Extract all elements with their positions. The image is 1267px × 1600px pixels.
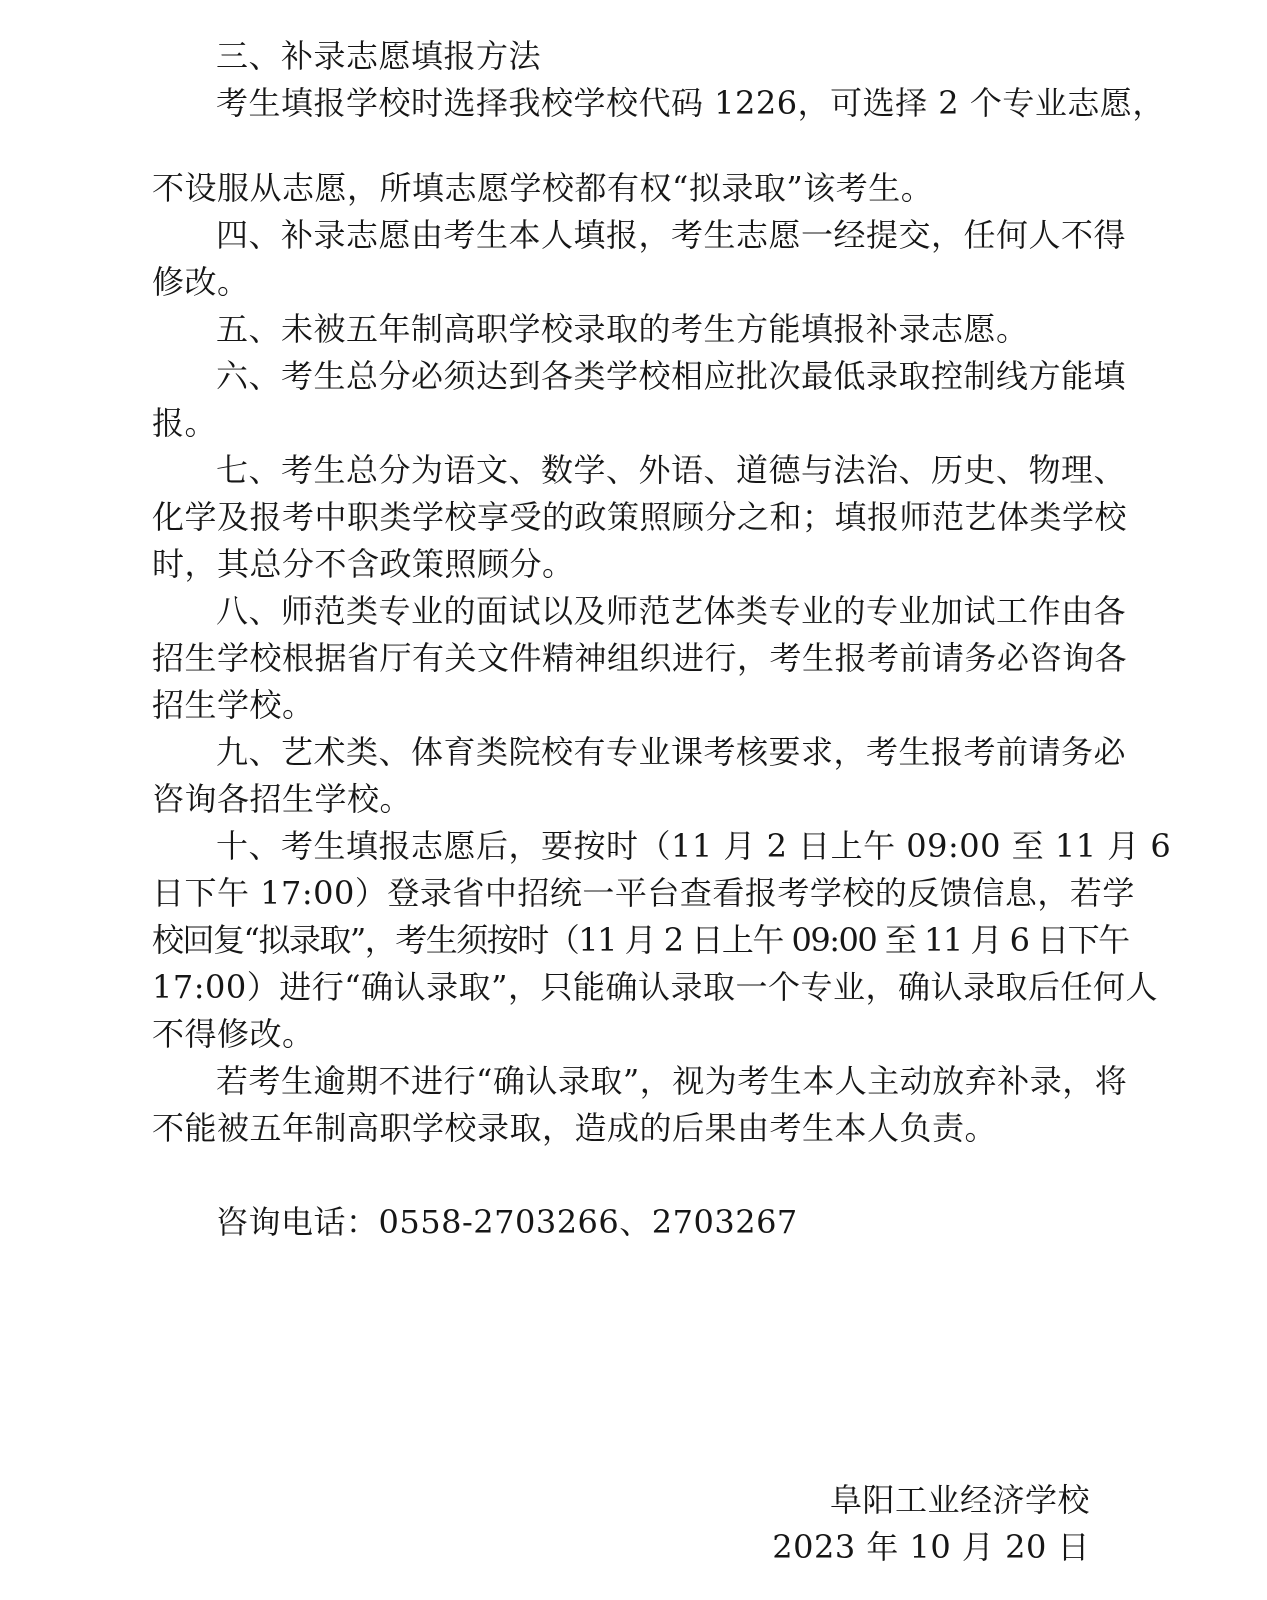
text-line: 17:00）进行“确认录取”，只能确认录取一个专业，确认录取后任何人 [152, 968, 1158, 1006]
text-line: 不得修改。 [152, 1015, 315, 1053]
text-line: 七、考生总分为语文、数学、外语、道德与法治、历史、物理、 [216, 451, 1127, 489]
text-line: 校回复“拟录取”，考生须按时（11 月 2 日上午 09:00 至 11 月 6 日下午 [152, 921, 1129, 959]
text-line: 日下午 17:00）登录省中招统一平台查看报考学校的反馈信息，若学 [152, 874, 1135, 912]
contact-phone-line: 咨询电话：0558-2703266、2703267 [216, 1203, 798, 1241]
text-line: 四、补录志愿由考生本人填报，考生志愿一经提交，任何人不得 [216, 216, 1127, 254]
text-line: 十、考生填报志愿后，要按时（11 月 2 日上午 09:00 至 11 月 6 [216, 827, 1172, 865]
text-line: 报。 [152, 404, 218, 442]
text-line: 九、艺术类、体育类院校有专业课考核要求，考生报考前请务必 [216, 733, 1127, 771]
text-line: 不设服从志愿，所填志愿学校都有权“拟录取”该考生。 [152, 169, 934, 207]
text-line: 五、未被五年制高职学校录取的考生方能填报补录志愿。 [216, 310, 1029, 348]
issuer-name: 阜阳工业经济学校 [829, 1481, 1090, 1519]
text-line: 招生学校根据省厅有关文件精神组织进行，考生报考前请务必咨询各 [152, 639, 1128, 677]
text-line: 不能被五年制高职学校录取，造成的后果由考生本人负责。 [152, 1109, 998, 1147]
text-line: 时，其总分不含政策照顾分。 [152, 545, 575, 583]
text-line: 六、考生总分必须达到各类学校相应批次最低录取控制线方能填 [216, 357, 1127, 395]
section-heading-3: 三、补录志愿填报方法 [216, 37, 542, 75]
text-line: 考生填报学校时选择我校学校代码 1226，可选择 2 个专业志愿， [216, 84, 1165, 122]
text-line: 若考生逾期不进行“确认录取”，视为考生本人主动放弃补录，将 [216, 1062, 1128, 1100]
text-line: 八、师范类专业的面试以及师范艺体类专业的专业加试工作由各 [216, 592, 1127, 630]
text-line: 化学及报考中职类学校享受的政策照顾分之和；填报师范艺体类学校 [152, 498, 1128, 536]
text-line: 招生学校。 [152, 686, 315, 724]
notice-body [152, 33, 1172, 1246]
text-line: 修改。 [152, 263, 250, 301]
text-line: 咨询各招生学校。 [152, 780, 413, 818]
signature-block [152, 1477, 1110, 1571]
issue-date: 2023 年 10 月 20 日 [772, 1528, 1090, 1566]
